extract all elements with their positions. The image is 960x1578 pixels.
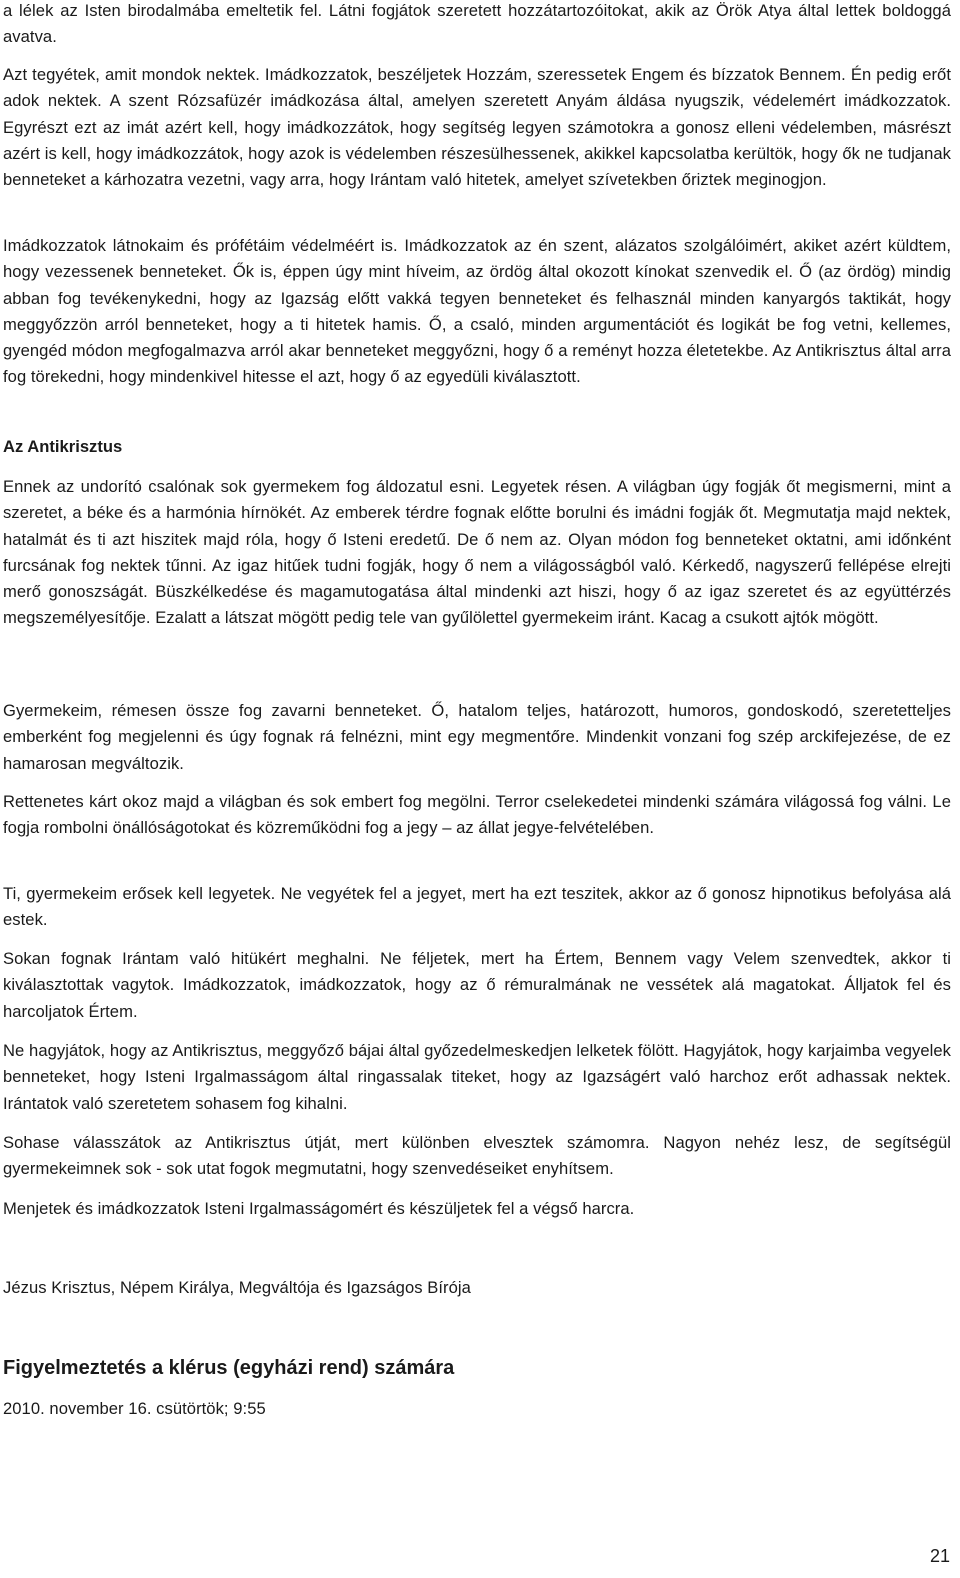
section-heading: Az Antikrisztus: [3, 437, 123, 456]
next-message-title: Figyelmeztetés a klérus (egyházi rend) számára: [3, 1357, 455, 1379]
paragraph-confusion: Gyermekeim, rémesen össze fog zavarni benneteket. Ő, hatalom teljes, határozott, humoros, gondoskodó, szeretetteljes emberként fog megjelenni és úgy fognak rá felnézni, mint egy megmentőre. Mindenkit vonzani fog szép arckifejezése, de ez hamarosan megváltozik.: [3, 701, 951, 773]
paragraph-prayer: Azt tegyétek, amit mondok nektek. Imádkozzatok, beszéljetek Hozzám, szeressetek Engem és bízzatok Bennem. Én pedig erőt adok nektek. A szent Rózsafüzér imádkozása által, amelyen szeretett Anyám áldása nyugszik, védelemért imádkozzatok. Egyrészt ezt az imát azért kell, hogy imádkozzátok, hogy segítség legyen számotokra a gonosz elleni védelemben, másrészt azért is kell, hogy imádkozzátok, hogy azok is védelemben részesülhessenek, akikkel kapcsolatba kerültök, hogy ők ne tudjanak benneteket a kárhozatra vezetni, vagy arra, hogy Irántam való hitetek, amelyet szívetekben őriztek meginogjon.: [3, 65, 951, 190]
signature-line: Jézus Krisztus, Népem Királya, Megváltója és Igazságos Bírója: [3, 1278, 471, 1297]
paragraph-antichrist: Ennek az undorító csalónak sok gyermekem fog áldozatul esni. Legyetek résen. A világban úgy fogják őt megismerni, mint a szeretet, a béke és a harmónia hírnökét. Az emberek térdre fognak előtte borulni és imádni fogják őt. Megmutatja majd nektek, hatalmát és ti azt hiszitek majd róla, hogy ő Isteni eredetű. De ő nem az. Olyan módon fog benneteket oktatni, ami időnként furcsának fog nektek tűnni. Az igaz hitűek tudni fogják, hogy ő nem a világosságból való. Kérkedő, nagyszerű fellépése elrejti merő gonoszságát. Büszkélkedése és magamutogatása által mindenki azt hiszi, hogy ő az igaz szeretet és az együttérzés megszemélyesítője. Ezalatt a látszat mögött pedig tele van gyűlölettel gyermekeim iránt. Kacag a csukott ajtók mögött.: [3, 477, 951, 628]
paragraph-prophets: Imádkozzatok látnokaim és prófétáim védelméért is. Imádkozzatok az én szent, alázatos szolgálóimért, akiket azért küldtem, hogy vezessenek benneteket. Ők is, éppen úgy mint híveim, az ördög által okozott kínokat szenvedik el. Ő (az ördög) mindig abban fog tevékenykedni, hogy az Igazság előtt vakká tegyen benneteket és felhasznál minden kanyargós taktikát, hogy meggyőzzön arról benneteket, hogy a ti hitetek hamis. Ő, a csaló, minden argumentációt és logikát be fog vetni, kellemes, gyengéd módon megfogalmazva arról akar benneteket meggyőzni, hogy ő a reményt hozza életetekbe. Az Antikrisztus által arra fog törekedni, hogy mindenkivel hitesse el azt, hogy ő az egyedüli kiválasztott.: [3, 236, 951, 387]
page-number: 21: [929, 1546, 950, 1566]
paragraph-martyrs: Sokan fognak Irántam való hitükért meghalni. Ne féljetek, mert ha Értem, Bennem vagy Velem szenvedtek, akkor ti kiválasztottak vagytok. Imádkozzatok, imádkozzatok, hogy az ő rémuralmának ne vessétek alá magatokat. Álljatok fel és harcoljatok Értem.: [3, 949, 951, 1021]
paragraph-mercy: Ne hagyjátok, hogy az Antikrisztus, meggyőző bájai által győzedelmeskedjen lelketek fölött. Hagyjátok, hogy karjaimba vegyelek benneteket, hogy Isteni Irgalmasságom által ringassalak titeket, hogy az Igazságért való harchoz erőt adhassak nektek. Irántatok való szeretetem sohasem fog kihalni.: [3, 1041, 951, 1113]
paragraph-closing: Menjetek és imádkozzatok Isteni Irgalmasságomért és készüljetek fel a végső harcra.: [3, 1199, 635, 1218]
next-message-date: 2010. november 16. csütörtök; 9:55: [3, 1399, 266, 1418]
paragraph-terror: Rettenetes kárt okoz majd a világban és sok embert fog megölni. Terror cselekedetei mindenki számára világossá fog válni. Le fogja rombolni önállóságotokat és közreműködni fog a jegy – az állat jegye-felvételében.: [3, 792, 951, 838]
paragraph-warning: Sohase válasszátok az Antikrisztus útját, mert különben elvesztek számomra. Nagyon nehéz lesz, de segítségül gyermekeimnek sok - sok utat fogok megmutatni, hogy szenvedéseiket enyhítsem.: [3, 1133, 951, 1179]
paragraph-mark: Ti, gyermekeim erősek kell legyetek. Ne vegyétek fel a jegyet, mert ha ezt teszitek, akkor az ő gonosz hipnotikus befolyása alá estek.: [3, 884, 951, 930]
paragraph-intro: a lélek az Isten birodalmába emeltetik fel. Látni fogjátok szeretett hozzátartozóitokat, akik az Örök Atya által lettek boldoggá avatva.: [3, 1, 951, 47]
